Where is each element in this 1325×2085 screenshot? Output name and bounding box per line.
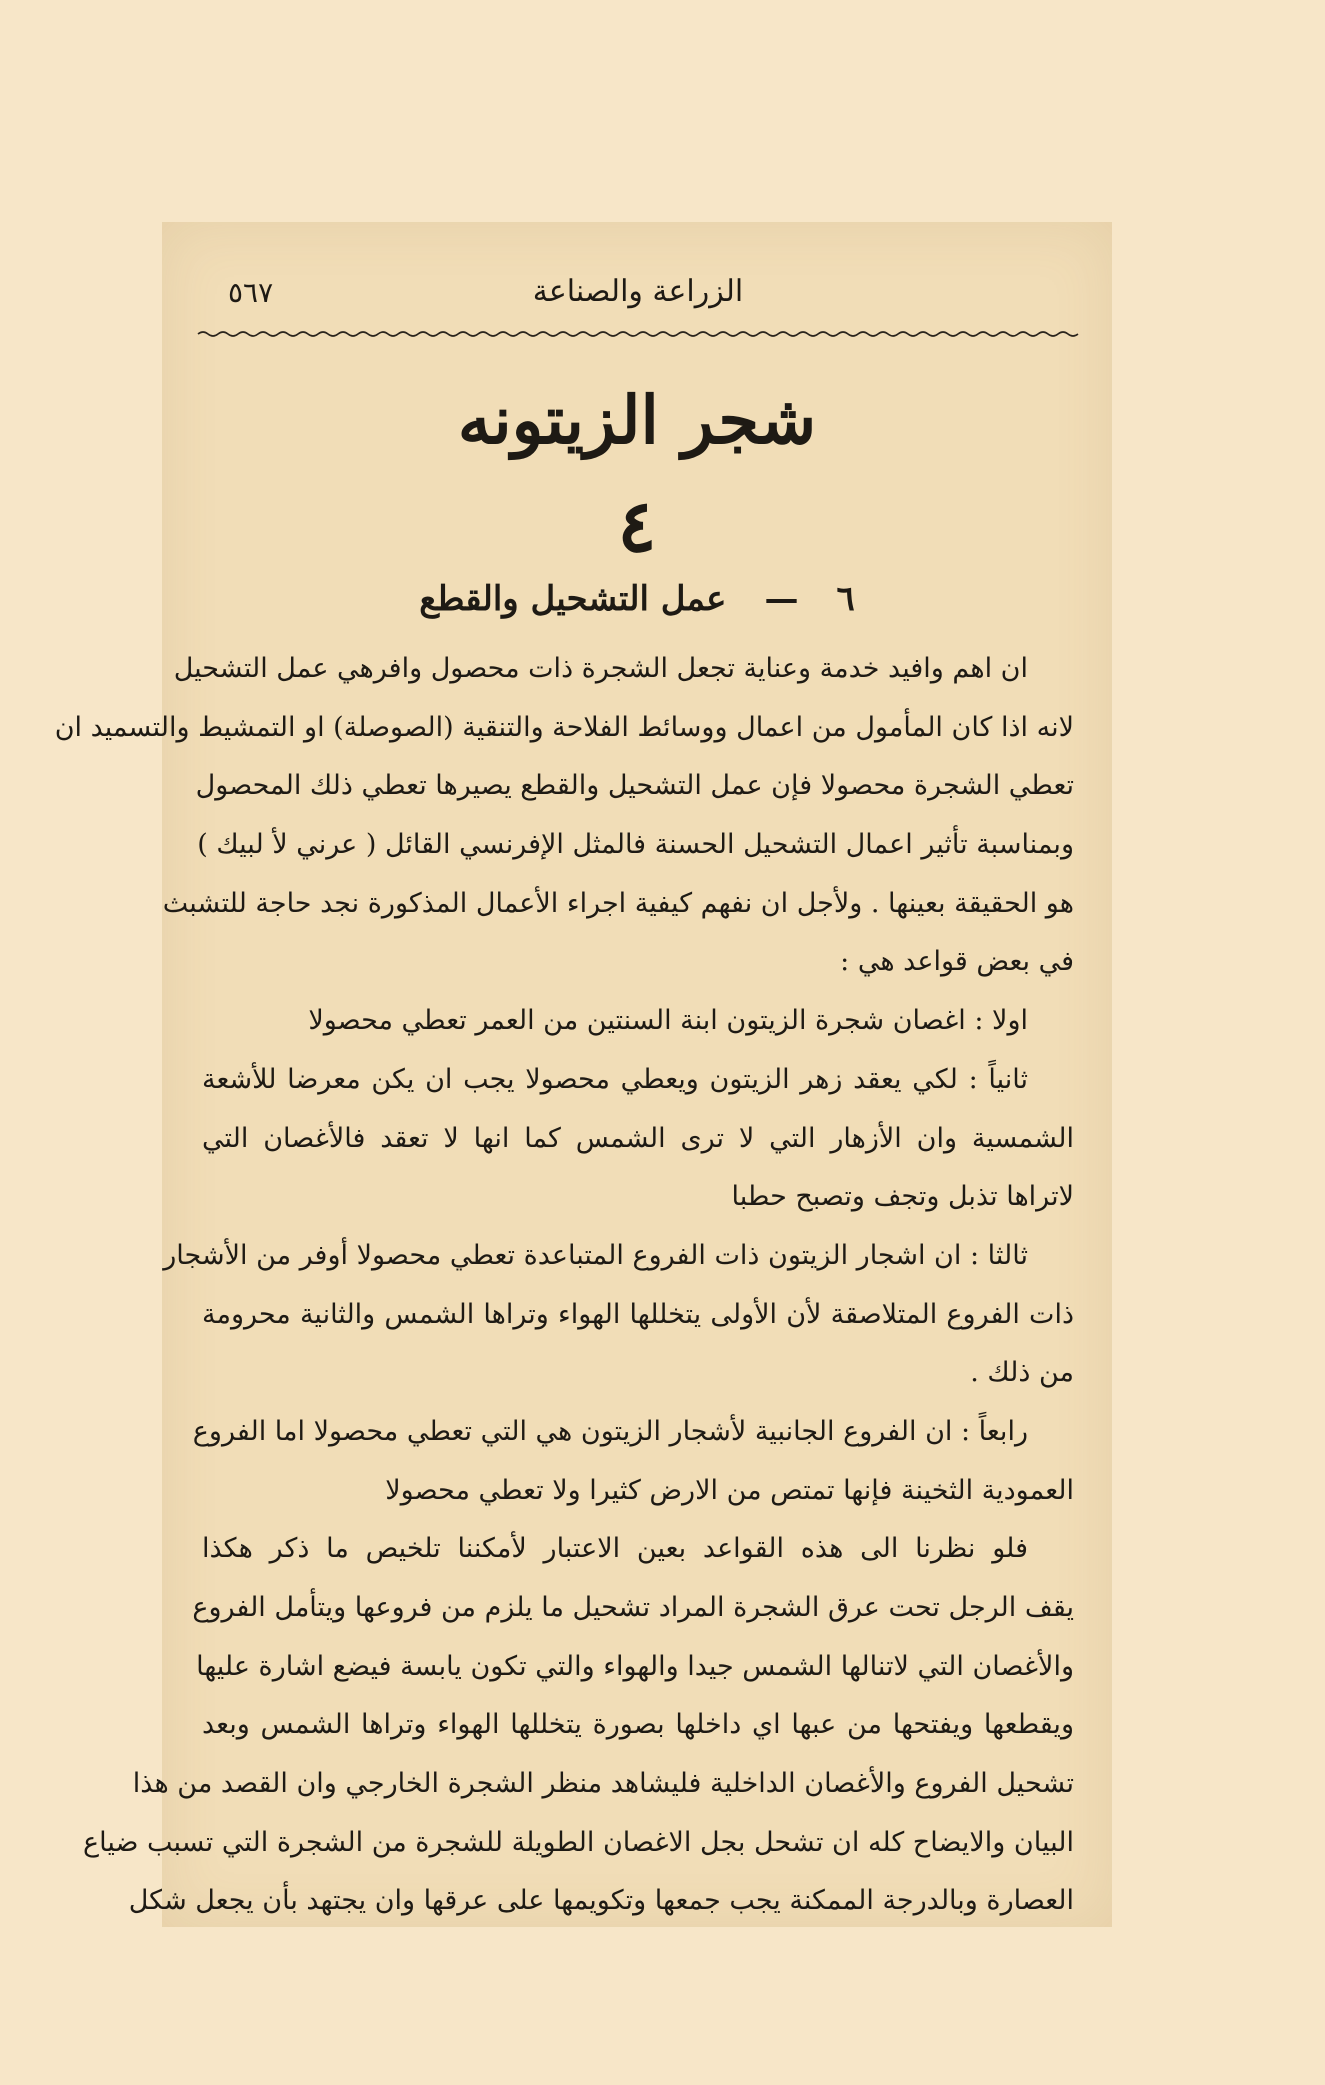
text-line: العمودية الثخينة فإنها تمتص من الارض كثيرا ولا تعطي محصولا bbox=[385, 1474, 1074, 1506]
section-dash: — bbox=[764, 579, 799, 619]
document-page bbox=[54, 222, 1112, 1927]
text-line: البيان والايضاح كله ان تشحل بجل الاغصان الطويلة للشجرة من الشجرة التي تسبب ضياع bbox=[83, 1826, 1074, 1858]
text-line: اولا : اغصان شجرة الزيتون ابنة السنتين من العمر تعطي محصولا bbox=[308, 1005, 1028, 1037]
text-line: من ذلك . bbox=[970, 1357, 1074, 1389]
text-line: والأغصان التي لاتنالها الشمس جيدا والهواء والتي تكون يابسة فيضع اشارة عليها bbox=[196, 1650, 1074, 1682]
body-text bbox=[54, 640, 1074, 1931]
section-heading bbox=[162, 579, 1112, 619]
text-line: لانه اذا كان المأمول من اعمال ووسائط الفلاحة والتنقية (الصوصلة) او التمشيط والتسميد ان bbox=[54, 711, 1074, 743]
page-header bbox=[198, 270, 1078, 320]
text-line: رابعاً : ان الفروع الجانبية لأشجار الزيتون هي التي تعطي محصولا اما الفروع bbox=[192, 1415, 1028, 1447]
text-line: يقف الرجل تحت عرق الشجرة المراد تشحيل ما يلزم من فروعها ويتأمل الفروع bbox=[192, 1592, 1074, 1623]
text-line: ويقطعها ويفتحها من عبها اي داخلها بصورة يتخللها الهواء وتراها الشمس وبعد bbox=[202, 1709, 1074, 1741]
running-title: الزراعة والصناعة bbox=[532, 274, 744, 309]
section-heading-text: عمل التشحيل والقطع bbox=[419, 579, 727, 619]
text-line: ثالثا : ان اشجار الزيتون ذات الفروع المتباعدة تعطي محصولا أوفر من الأشجار bbox=[163, 1239, 1028, 1271]
text-line: فلو نظرنا الى هذه القواعد بعين الاعتبار لأمكننا تلخيص ما ذكر هكذا bbox=[202, 1533, 1028, 1565]
text-line: ان اهم وافيد خدمة وعناية تجعل الشجرة ذات محصول وافرهي عمل التشحيل bbox=[173, 653, 1028, 684]
text-line: في بعض قواعد هي : bbox=[840, 946, 1074, 978]
wavy-rule-graphic bbox=[198, 330, 1078, 338]
page-number: ٥٦٧ bbox=[228, 276, 274, 309]
text-line: ذات الفروع المتلاصقة لأن الأولى يتخللها الهواء وتراها الشمس والثانية محرومة bbox=[202, 1298, 1074, 1330]
text-line: لاتراها تذبل وتجف وتصبح حطبا bbox=[731, 1181, 1074, 1213]
article-title: شجر الزيتونه bbox=[457, 381, 817, 459]
part-number: ٤ bbox=[617, 483, 657, 568]
text-line: العصارة وبالدرجة الممكنة يجب جمعها وتكويمها على عرقها وان يجتهد بأن يجعل شكل bbox=[128, 1885, 1074, 1917]
text-line: تشحيل الفروع والأغصان الداخلية فليشاهد منظر الشجرة الخارجي وان القصد من هذا bbox=[132, 1768, 1074, 1800]
text-line: هو الحقيقة بعينها . ولأجل ان نفهم كيفية اجراء الأعمال المذكورة نجد حاجة للتشبث bbox=[162, 887, 1074, 919]
text-line: وبمناسبة تأثير اعمال التشحيل الحسنة فالمثل الإفرنسي القائل ( عرني لأ لبيك ) bbox=[197, 829, 1074, 861]
text-line: ثانياً : لكي يعقد زهر الزيتون ويعطي محصولا يجب ان يكن معرضا للأشعة bbox=[202, 1063, 1028, 1095]
section-number: ٦ bbox=[836, 579, 855, 619]
text-line: تعطي الشجرة محصولا فإن عمل التشحيل والقطع يصيرها تعطي ذلك المحصول bbox=[195, 770, 1074, 802]
header-wavy-rule bbox=[198, 330, 1078, 338]
text-line: الشمسية وان الأزهار التي لا ترى الشمس كما انها لا تعقد فالأغصان التي bbox=[202, 1122, 1074, 1154]
